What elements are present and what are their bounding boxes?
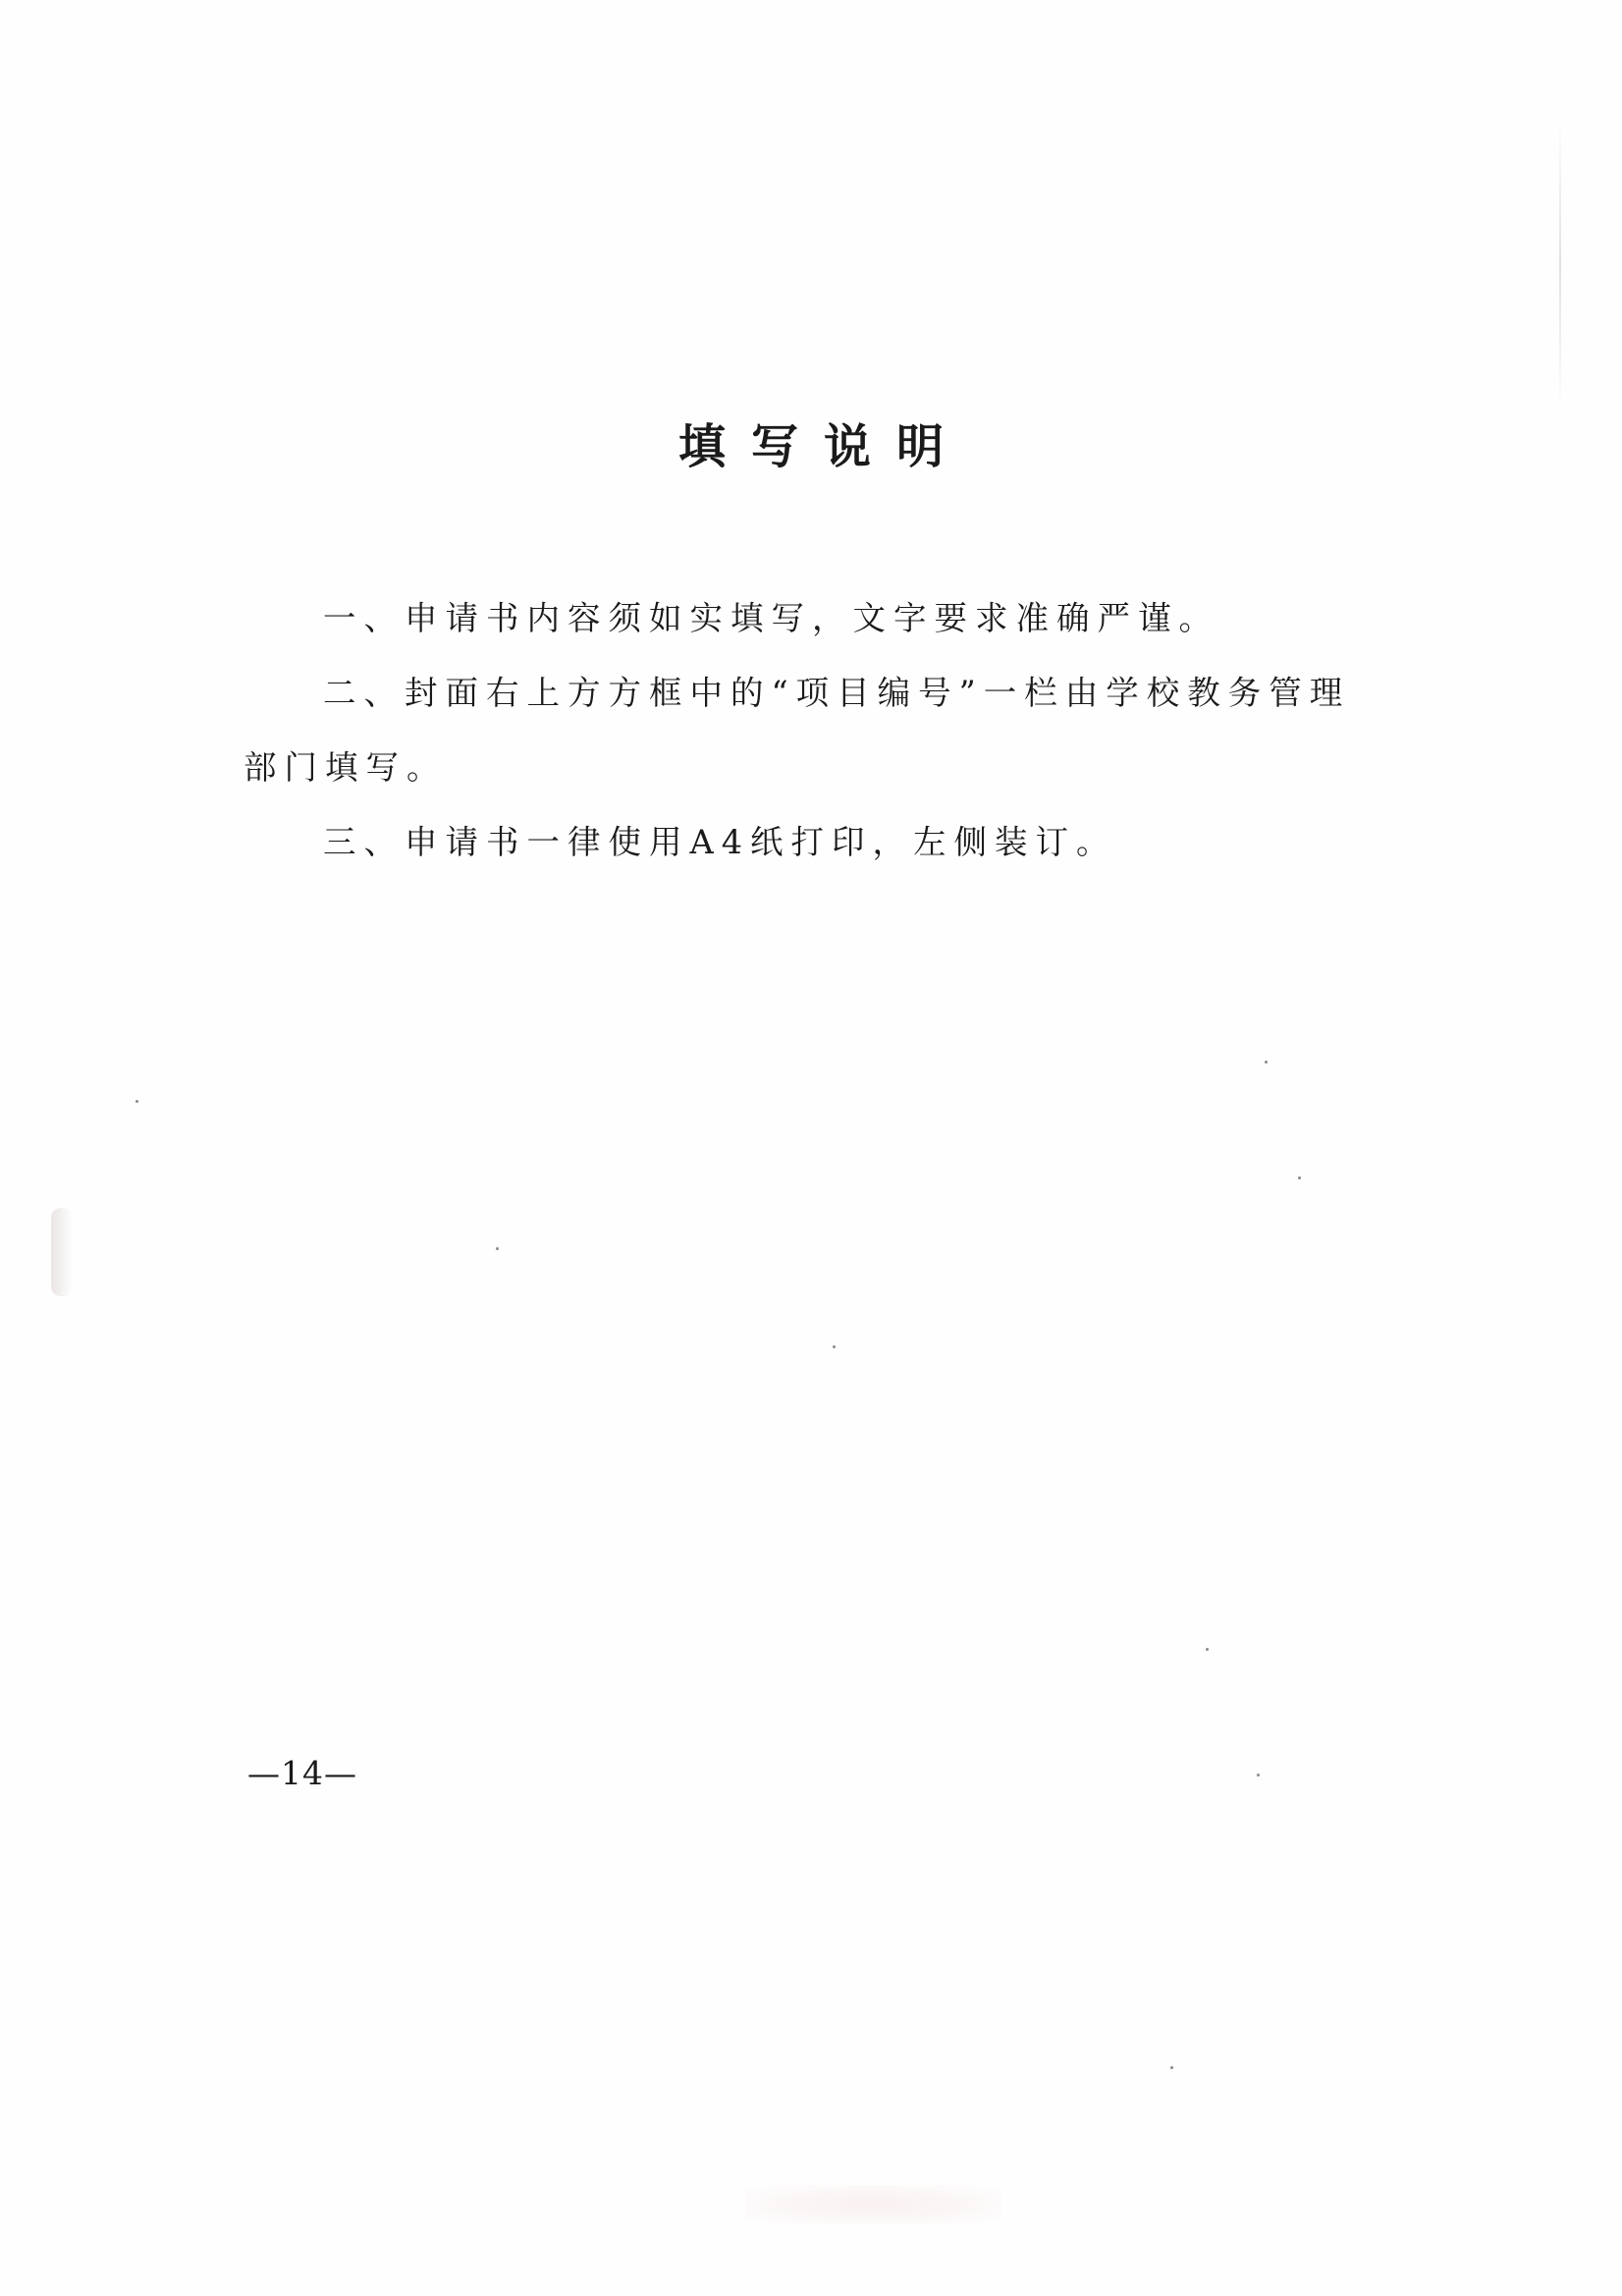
instructions-body: [243, 581, 1382, 880]
page-number: —14—: [247, 1754, 357, 1792]
scan-speck: [135, 1100, 138, 1103]
instruction-paragraph-1: 一、申请书内容须如实填写，文字要求准确严谨。: [323, 599, 1219, 637]
scan-smudge: [746, 2185, 1001, 2224]
scan-edge-mark: [1559, 118, 1561, 412]
scan-speck: [1265, 1061, 1268, 1064]
scan-speck: [496, 1247, 499, 1250]
instruction-paragraph-2: 二、封面右上方方框中的“项目编号”一栏由学校教务管理部门填写。: [243, 674, 1351, 787]
scan-speck: [1298, 1176, 1301, 1179]
instruction-paragraph-3: 三、申请书一律使用A4纸打印，左侧装订。: [323, 823, 1117, 861]
scan-shadow: [51, 1208, 73, 1296]
page-title: 填写说明: [677, 419, 969, 474]
scan-speck: [1170, 2066, 1173, 2069]
scan-speck: [833, 1345, 836, 1348]
scan-speck: [1257, 1774, 1260, 1777]
scan-speck: [1206, 1648, 1209, 1651]
